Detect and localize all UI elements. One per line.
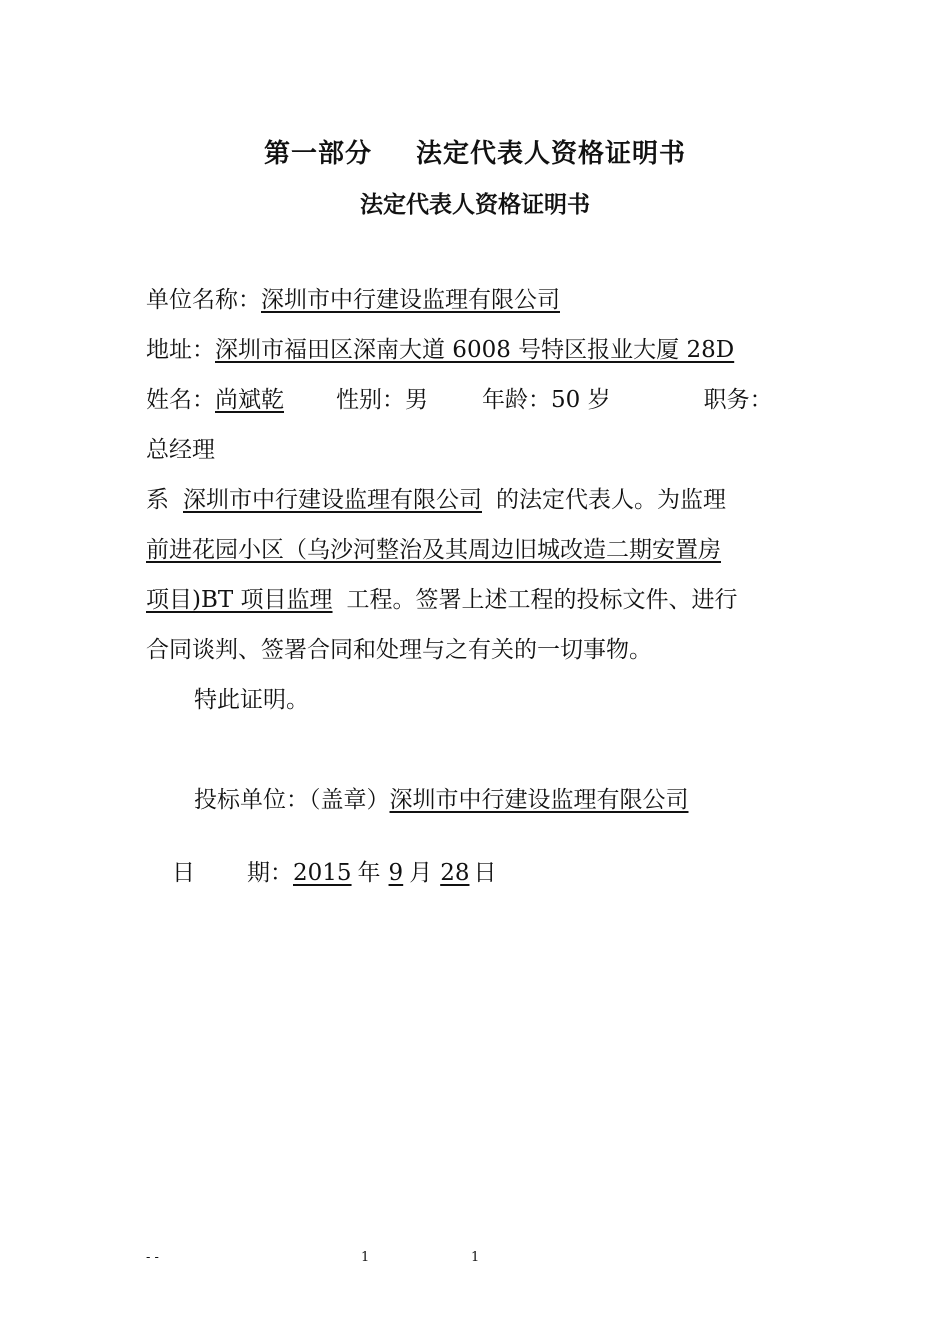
unit-name-value: 深圳市中行建设监理有限公司 [261,287,560,313]
bidder-label: 投标单位：（盖章） [194,787,390,813]
body-line-2 [146,535,721,565]
body-company: 深圳市中行建设监理有限公司 [183,487,482,513]
age-value: 50 岁 [551,387,611,413]
gender-value: 男 [405,387,428,413]
bidder-value: 深圳市中行建设监理有限公司 [389,787,689,813]
footer-page-total: 1 [471,1250,480,1265]
date-year: 2015 [293,860,352,886]
body-line-4: 合同谈判、签署合同和处理与之有关的一切事物。 [146,637,652,663]
name-value: 尚斌乾 [215,387,284,413]
hereby-statement: 特此证明。 [194,687,309,713]
name-label: 姓名： [146,387,215,413]
duty-label: 职务： [703,387,773,413]
project-line-2: 项目)BT 项目监理 [146,587,333,613]
address-line [146,335,734,365]
unit-name-label: 单位名称： [146,287,261,313]
body-prefix: 系 [146,487,169,513]
date-month-suffix: 月 [409,860,433,886]
date-month: 9 [388,860,404,886]
date-day: 28 [440,860,470,886]
part-label: 第一部分 [263,139,372,169]
part-title: 法定代表人资格证明书 [416,139,687,169]
age-label: 年龄： [482,387,551,413]
duty-value: 总经理 [146,437,215,463]
person-line [146,385,773,415]
date-line [172,858,496,888]
date-day-suffix: 日 [473,860,497,886]
gender-label: 性别： [336,387,405,413]
bidder-line [194,785,689,815]
address-value: 深圳市福田区深南大道 6008 号特区报业大厦 28D [215,337,735,363]
footer-page-number: 1 [361,1250,370,1265]
unit-name-line [146,285,560,315]
date-year-suffix: 年 [357,860,381,886]
date-label-qi: 期： [247,860,293,886]
date-label-day: 日 [172,860,195,886]
body-after-project: 工程。签署上述工程的投标文件、进行 [346,587,738,613]
body-line-3 [146,585,738,615]
document-title: 法定代表人资格证明书 [360,191,590,218]
address-label: 地址： [146,337,215,363]
footer-dashes: - - [146,1250,159,1265]
part-heading [0,133,950,170]
body-line-1 [146,485,726,515]
project-line-1: 前进花园小区（乌沙河整治及其周边旧城改造二期安置房 [146,537,721,563]
body-mid: 的法定代表人。为监理 [496,487,726,513]
